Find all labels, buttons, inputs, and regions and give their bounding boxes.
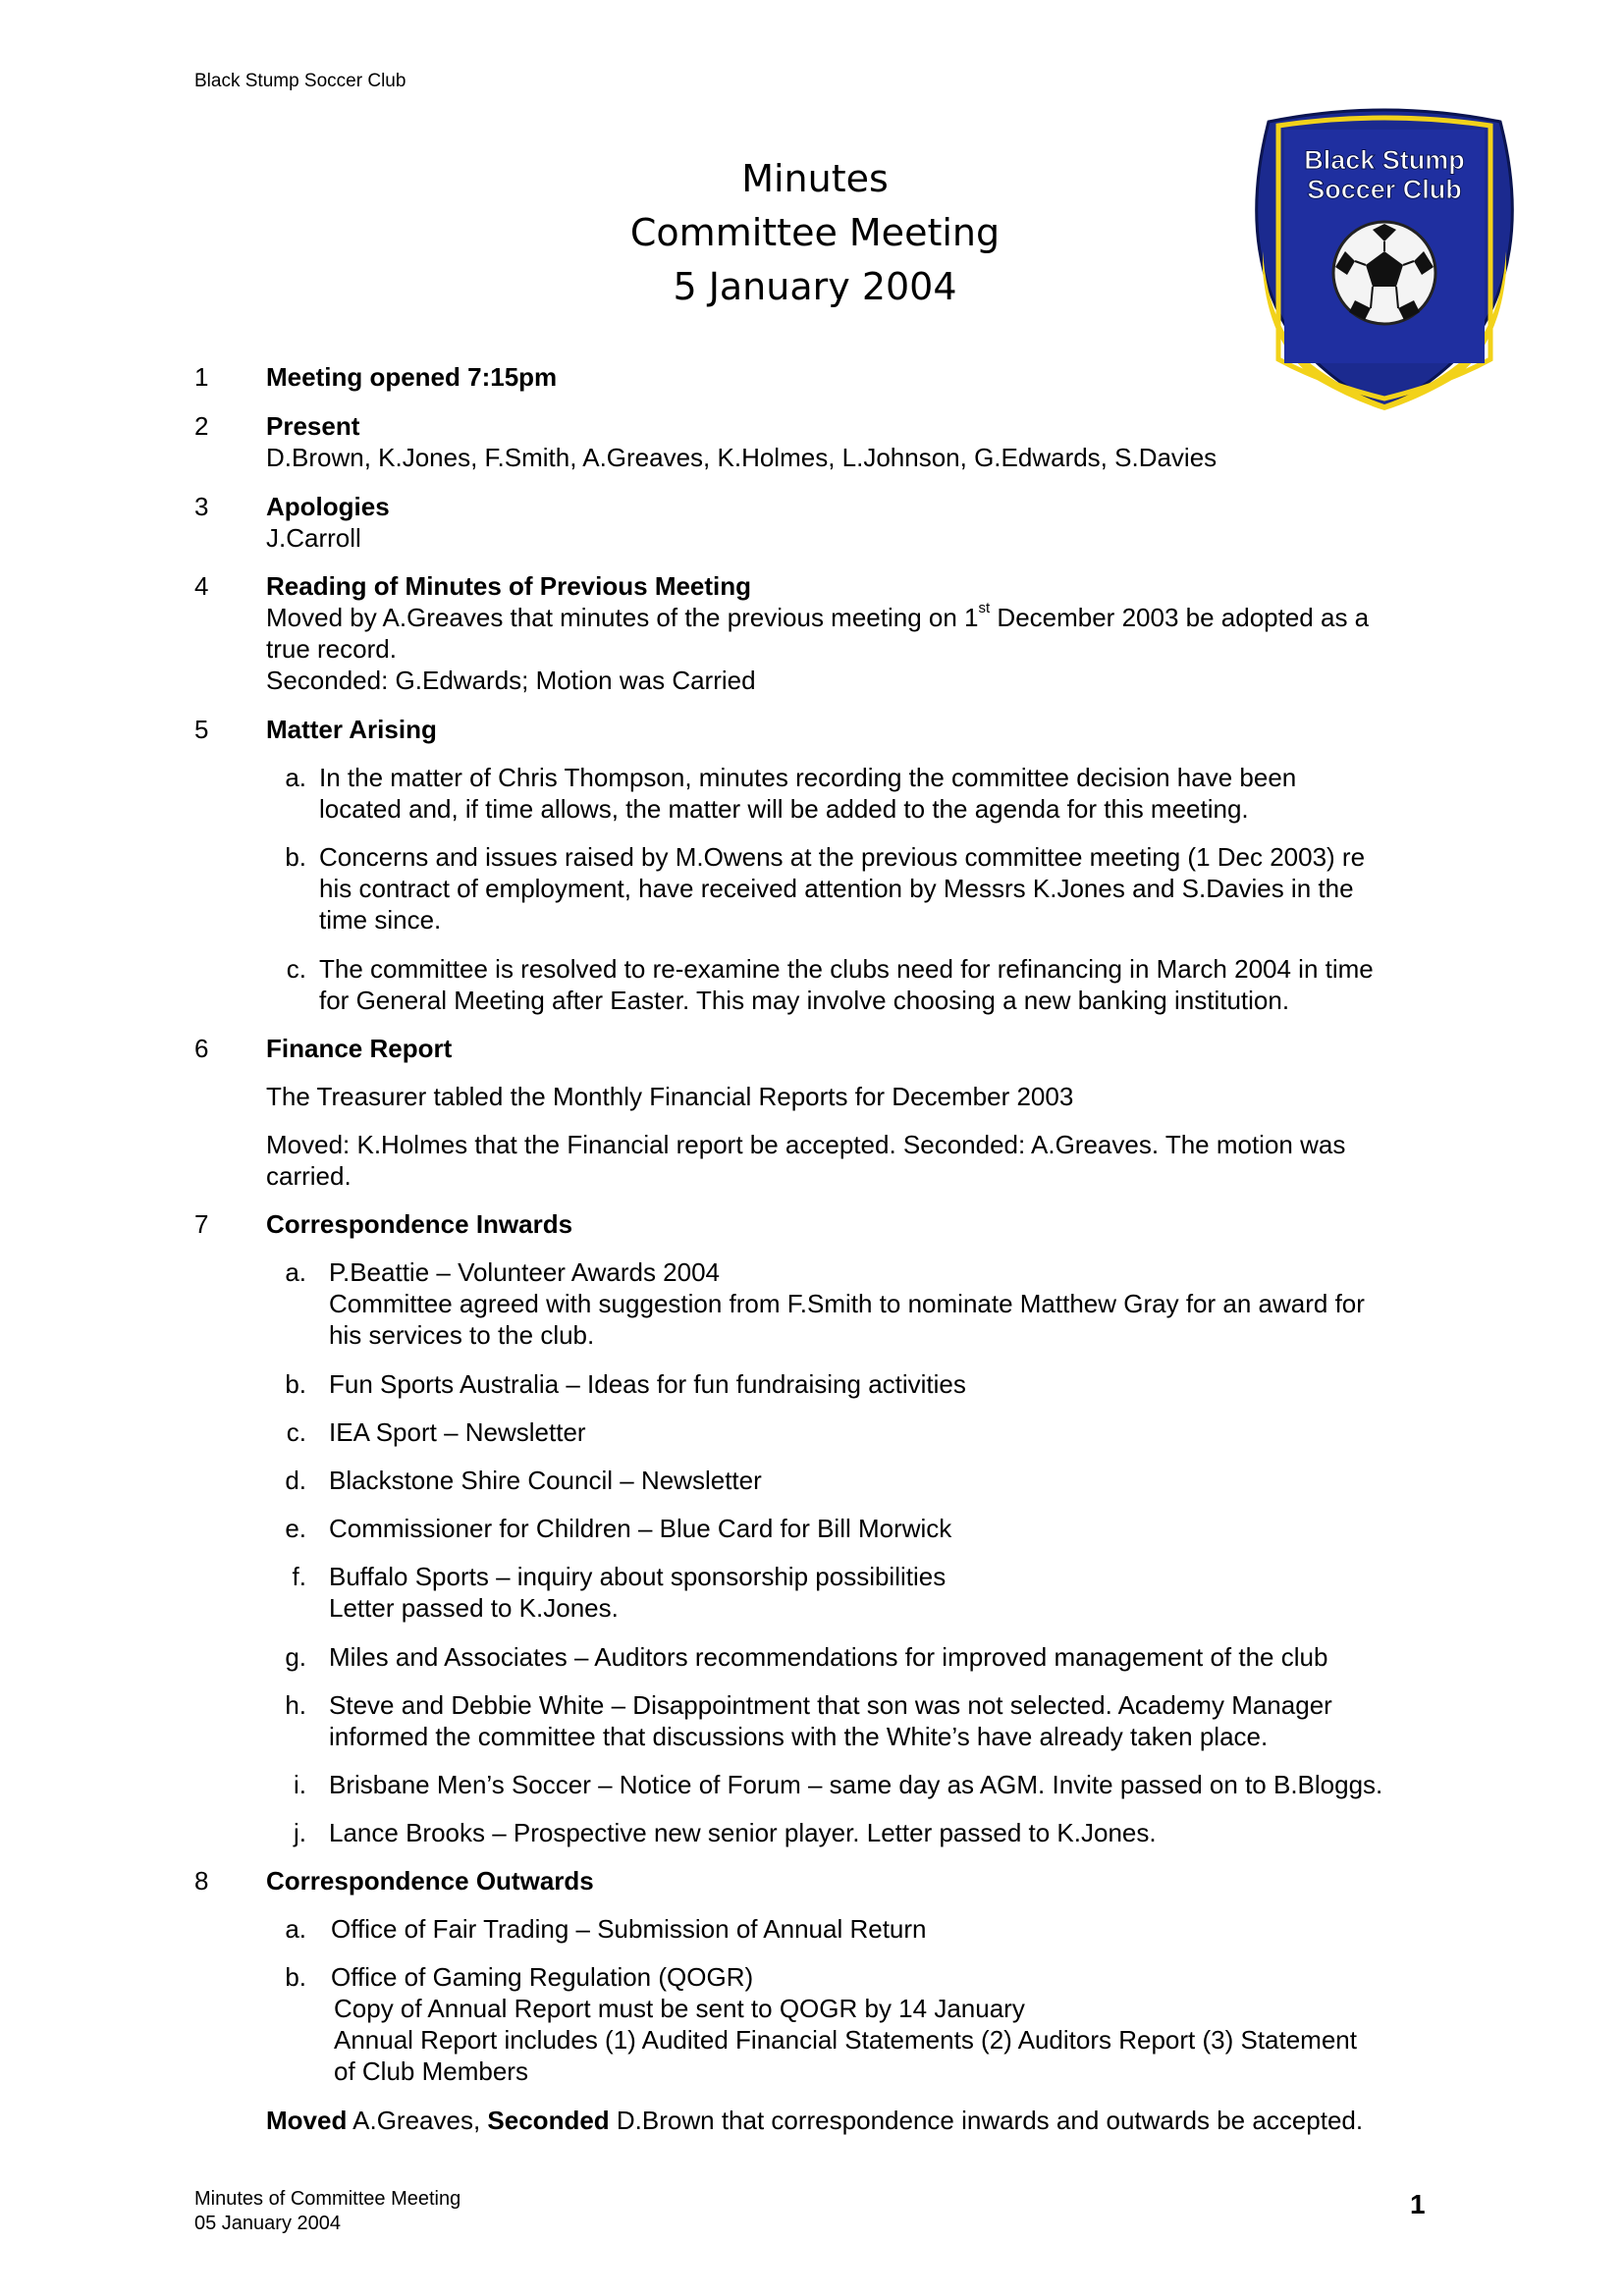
- section-5-item-b-line3: time since.: [319, 905, 442, 934]
- section-7-item-f-line1: Buffalo Sports – inquiry about sponsorship possibilities: [329, 1562, 947, 1591]
- soccer-ball-icon: [1333, 222, 1435, 324]
- section-4-motion-line1: [266, 602, 1484, 633]
- section-7-item-c-letter: c.: [286, 1417, 306, 1447]
- section-5-item-a-line1: In the matter of Chris Thompson, minutes recording the committee decision have been: [319, 763, 1297, 792]
- section-7-item-e-letter: e.: [285, 1514, 306, 1543]
- section-7-item-a-line3: his services to the club.: [329, 1320, 595, 1350]
- motion-moved-label: Moved: [266, 2106, 348, 2135]
- section-8-item-b-letter: b.: [285, 1962, 306, 1992]
- section-5-item-c-line2: for General Meeting after Easter. This may involve choosing a new banking institution.: [319, 986, 1290, 1015]
- section-2-heading: Present: [266, 411, 360, 441]
- section-8-item-b-line3: Annual Report includes (1) Audited Financial Statements (2) Auditors Report (3) Statement: [334, 2025, 1357, 2055]
- section-1-number: 1: [194, 362, 209, 392]
- title-minutes: Minutes: [741, 157, 889, 200]
- section-3-apologies: J.Carroll: [266, 523, 361, 553]
- motion-seconded-label: Seconded: [487, 2106, 610, 2135]
- section-7-item-b-letter: b.: [285, 1369, 306, 1399]
- section-2-number: 2: [194, 411, 209, 441]
- section-4-number: 4: [194, 571, 209, 601]
- section-5-item-a-line2: located and, if time allows, the matter will be added to the agenda for this meeting.: [319, 794, 1249, 824]
- section-2-attendees: D.Brown, K.Jones, F.Smith, A.Greaves, K.Holmes, L.Johnson, G.Edwards, S.Davies: [266, 443, 1218, 472]
- section-4-motion-line1a: Moved by A.Greaves that minutes of the previous meeting on 1: [266, 603, 979, 632]
- section-7-item-h-line2: informed the committee that discussions with the White’s have already taken place.: [329, 1722, 1269, 1751]
- section-7-item-a-line2: Committee agreed with suggestion from F.Smith to nominate Matthew Gray for an award for: [329, 1289, 1365, 1318]
- section-5-item-a-letter: a.: [285, 763, 306, 792]
- section-5-number: 5: [194, 715, 209, 744]
- section-3-heading: Apologies: [266, 492, 390, 521]
- section-7-item-d-letter: d.: [285, 1466, 306, 1495]
- section-8-item-b-line4: of Club Members: [334, 2056, 528, 2086]
- footer-title: Minutes of Committee Meeting: [194, 2188, 461, 2210]
- motion-seconded-text: D.Brown that correspondence inwards and outwards be accepted.: [609, 2106, 1364, 2135]
- section-7-item-h-letter: h.: [285, 1690, 306, 1720]
- section-6-motion-line2: carried.: [266, 1161, 352, 1191]
- section-6-number: 6: [194, 1034, 209, 1063]
- section-8-item-a-line1: Office of Fair Trading – Submission of Annual Return: [331, 1914, 927, 1944]
- section-5-item-b-line2: his contract of employment, have received attention by Messrs K.Jones and S.Davies in the: [319, 874, 1354, 903]
- section-8-number: 8: [194, 1866, 209, 1896]
- page-number: 1: [1410, 2189, 1426, 2219]
- section-7-item-f-letter: f.: [292, 1562, 306, 1591]
- section-4-motion-line2: true record.: [266, 634, 397, 664]
- section-7-item-i-letter: i.: [294, 1770, 306, 1799]
- logo-line2: Soccer Club: [1307, 175, 1462, 204]
- section-4-motion-line1b: December 2003 be adopted as a: [990, 603, 1370, 632]
- section-7-item-g-letter: g.: [285, 1642, 306, 1672]
- section-6-heading: Finance Report: [266, 1034, 453, 1063]
- section-7-heading: Correspondence Inwards: [266, 1209, 573, 1239]
- section-7-item-c-line1: IEA Sport – Newsletter: [329, 1417, 586, 1447]
- section-5-item-b-letter: b.: [285, 842, 306, 872]
- section-7-item-j-letter: j.: [294, 1818, 306, 1847]
- section-8-item-b-line1: Office of Gaming Regulation (QOGR): [331, 1962, 754, 1992]
- section-5-item-b-line1: Concerns and issues raised by M.Owens at the previous committee meeting (1 Dec 2003) re: [319, 842, 1366, 872]
- section-6-motion-line1: Moved: K.Holmes that the Financial report be accepted. Seconded: A.Greaves. The motion was: [266, 1130, 1346, 1159]
- section-5-item-c-letter: c.: [286, 954, 306, 984]
- section-6-paragraph-1: The Treasurer tabled the Monthly Financial Reports for December 2003: [266, 1082, 1074, 1111]
- section-7-item-f-line2: Letter passed to K.Jones.: [329, 1593, 619, 1623]
- title-date: 5 January 2004: [673, 265, 957, 308]
- section-8-motion: [266, 2105, 1484, 2136]
- logo-line1: Black Stump: [1304, 145, 1465, 175]
- section-8-item-a-letter: a.: [285, 1914, 306, 1944]
- section-7-item-g-line1: Miles and Associates – Auditors recommendations for improved management of the club: [329, 1642, 1328, 1672]
- section-7-item-h-line1: Steve and Debbie White – Disappointment that son was not selected. Academy Manager: [329, 1690, 1332, 1720]
- section-8-item-b-line2: Copy of Annual Report must be sent to QOGR by 14 January: [334, 1994, 1025, 2023]
- section-7-item-b-line1: Fun Sports Australia – Ideas for fun fundraising activities: [329, 1369, 966, 1399]
- section-3-number: 3: [194, 492, 209, 521]
- motion-moved-text: A.Greaves,: [347, 2106, 488, 2135]
- section-7-number: 7: [194, 1209, 209, 1239]
- header-org: Black Stump Soccer Club: [194, 71, 406, 91]
- section-4-seconded: Seconded: G.Edwards; Motion was Carried: [266, 666, 756, 695]
- title-committee-meeting: Committee Meeting: [629, 211, 1001, 254]
- section-7-item-a-line1: P.Beattie – Volunteer Awards 2004: [329, 1257, 721, 1287]
- section-4-ordinal: st: [978, 600, 991, 617]
- section-4-heading: Reading of Minutes of Previous Meeting: [266, 571, 752, 601]
- section-7-item-j-line1: Lance Brooks – Prospective new senior player. Letter passed to K.Jones.: [329, 1818, 1157, 1847]
- section-5-item-c-line1: The committee is resolved to re-examine the clubs need for refinancing in March 2004 in time: [319, 954, 1374, 984]
- section-5-heading: Matter Arising: [266, 715, 437, 744]
- footer-date: 05 January 2004: [194, 2213, 342, 2234]
- section-7-item-a-letter: a.: [285, 1257, 306, 1287]
- section-7-item-e-line1: Commissioner for Children – Blue Card for Bill Morwick: [329, 1514, 952, 1543]
- section-7-item-d-line1: Blackstone Shire Council – Newsletter: [329, 1466, 762, 1495]
- section-8-heading: Correspondence Outwards: [266, 1866, 594, 1896]
- section-1-heading: Meeting opened 7:15pm: [266, 362, 558, 392]
- section-7-item-i-line1: Brisbane Men’s Soccer – Notice of Forum – same day as AGM. Invite passed on to B.Bloggs.: [329, 1770, 1383, 1799]
